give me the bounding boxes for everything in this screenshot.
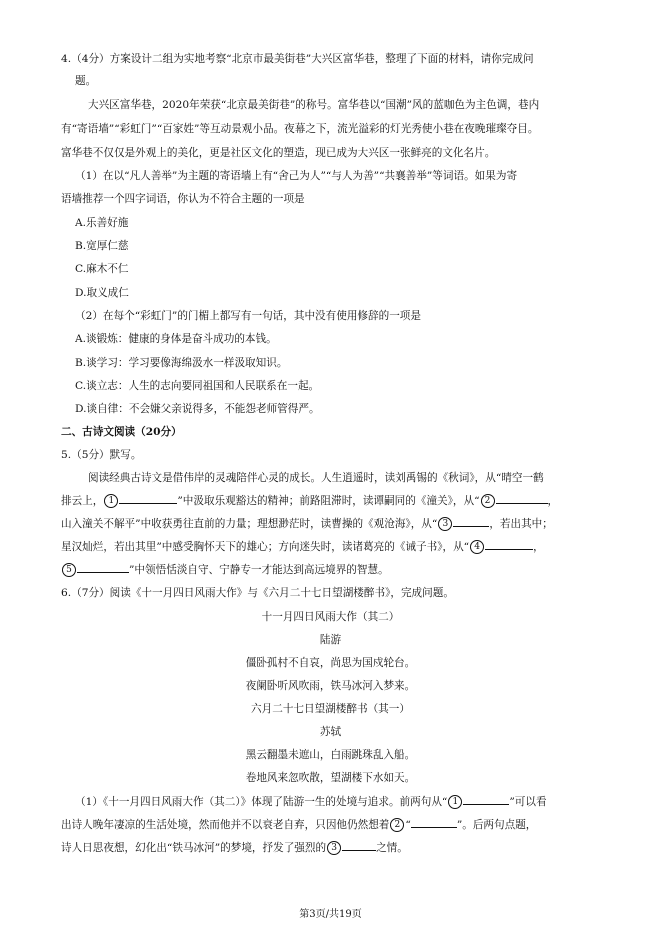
q5-line1: 阅读经典古诗文是借伟岸的灵魂陪伴心灵的成长。人生逍遥时，读刘禹锡的《秋词》，从“晴空一鹤 [88, 472, 544, 484]
q4-sub2-option-b: B.谈学习：学习要像海绵汲水一样汲取知识。 [75, 357, 288, 369]
q4-sub2-stem: （2）在每个“彩虹门”的门楣上都写有一句话，其中没有使用修辞的一项是 [75, 310, 421, 322]
q4-sub2-option-a: A.谈锻炼：健康的身体是奋斗成功的本钱。 [75, 333, 277, 345]
q6-sub1-line3-text-b: 之情。 [376, 842, 408, 854]
q5-line4 [61, 536, 609, 558]
q6-blank-number-1: 1 [448, 795, 462, 809]
q4-sub1-option-d: D.取义成仁 [75, 287, 129, 299]
answer-blank-1[interactable] [119, 490, 177, 504]
q6-sub1-line1-text-a: （1）《十一月四日风雨大作（其二）》体现了陆游一生的处境与追求。前两句从“ [75, 796, 448, 808]
blank-number-4: 4 [470, 540, 484, 554]
q5-line2 [61, 490, 609, 512]
q5-stem: 5.（5分）默写。 [61, 449, 142, 461]
poem2-line2: 卷地风来忽吹散，望湖楼下水如天。 [245, 772, 416, 784]
page-footer: 第3页/共19页 [299, 909, 362, 920]
q6-sub1-line1 [75, 791, 609, 813]
blank-number-1: 1 [104, 494, 118, 508]
q6-sub1-line2-text-b: “ [405, 819, 411, 831]
q5-line2-text-a: 排云上， [61, 495, 104, 507]
q4-sub2-option-c: C.谈立志：人生的志向要同祖国和人民联系在一起。 [75, 380, 320, 392]
q6-sub1-line3-text-a: 诗人日思夜想，幻化出“铁马冰河”的梦境，抒发了强烈的 [61, 842, 327, 854]
poem2-line1: 黑云翻墨未遮山，白雨跳珠乱入船。 [245, 749, 416, 761]
q4-sub1-line1: （1）在以“凡人善举”为主题的寄语墙上有“舍己为人”“与人为善”“共襄善举”等词语。如果为寄 [75, 170, 518, 182]
q4-sub1-line2: 语墙推荐一个四字词语，你认为不符合主题的一项是 [61, 193, 305, 205]
q5-line2-text-b: ”中汲取乐观豁达的精神；前路阻滞时，读谭嗣同的《潼关》，从“ [177, 495, 480, 507]
q6-stem: 6.（7分）阅读《十一月四日风雨大作》与《六月二十七日望湖楼醉书》，完成问题。 [61, 587, 454, 599]
q6-answer-blank-2[interactable] [411, 814, 457, 828]
q5-line4-text-b: ， [533, 541, 544, 553]
q4-material-line1: 大兴区富华巷，2020年荣获“北京最美街巷”的称号。富华巷以“国潮”风的蓝咖色为主色调，巷内 [88, 99, 540, 111]
q5-line3 [61, 513, 609, 535]
q6-answer-blank-1[interactable] [463, 791, 509, 805]
blank-number-5: 5 [62, 563, 76, 577]
poem1-title: 十一月四日风雨大作（其二） [261, 611, 400, 623]
blank-number-3: 3 [438, 517, 452, 531]
poem1-line1: 僵卧孤村不自哀，尚思为国戍轮台。 [245, 657, 416, 669]
q4-stem-line1: 4.（4分）方案设计二组为实地考察“北京市最美街巷”大兴区富华巷，整理了下面的材料，请你完成问 [61, 53, 534, 65]
q5-line5 [61, 559, 609, 581]
q5-line4-text-a: 星汉灿烂，若出其里”中感受胸怀天下的雄心；方向迷失时，读诸葛亮的《诫子书》，从“ [61, 541, 470, 553]
q5-line5-text: ”中领悟恬淡自守、宁静专一才能达到高远境界的智慧。 [129, 564, 389, 576]
q5-line2-text-c: ， [547, 495, 559, 507]
answer-blank-3[interactable] [453, 513, 489, 527]
answer-blank-4[interactable] [485, 536, 533, 550]
poem1-line2: 夜阑卧听风吹雨，铁马冰河入梦来。 [245, 680, 416, 692]
q6-sub1-line3 [61, 837, 609, 859]
blank-number-2: 2 [481, 494, 495, 508]
answer-blank-5[interactable] [77, 559, 129, 573]
answer-blank-2[interactable] [496, 490, 548, 504]
q5-line3-text-a: 山入潼关不解平”中收获勇往直前的力量；理想渺茫时，读曹操的《观沧海》，从“ [61, 518, 438, 530]
q6-blank-number-3: 3 [327, 841, 341, 855]
poem1-author: 陆游 [319, 634, 342, 646]
q4-material-line2: 有“寄语墙”“彩虹门”“百家姓”等互动景观小品。夜幕之下，流光溢彩的灯光秀使小巷在夜晚璀璨夺目。 [61, 123, 539, 135]
q4-sub1-option-a: A.乐善好施 [75, 217, 129, 229]
q6-answer-blank-3[interactable] [342, 837, 376, 851]
q4-sub1-option-b: B.宽厚仁慈 [75, 240, 129, 252]
q6-sub1-line2 [61, 814, 609, 836]
q5-line3-text-b: ，若出其中； [489, 518, 553, 530]
q6-sub1-line2-text-a: 出诗人晚年凄凉的生活处境，然而他并不以衰老自弃，只因他仍然想着 [61, 819, 390, 831]
q4-material-line3: 富华巷不仅仅是外观上的美化，更是社区文化的塑造，现已成为大兴区一张鲜亮的文化名片。 [61, 147, 496, 159]
q4-stem-line2: 题。 [75, 75, 97, 87]
q4-sub2-option-d: D.谈自律：不会嫌父亲说得多，不能怨老师管得严。 [75, 403, 320, 415]
q6-sub1-line2-text-c: ”。后两句点题， [456, 819, 537, 831]
poem2-author: 苏轼 [319, 726, 342, 738]
poem2-title: 六月二十七日望湖楼醉书（其一） [251, 703, 410, 715]
q4-sub1-option-c: C.麻木不仁 [75, 263, 129, 275]
q6-blank-number-2: 2 [390, 818, 404, 832]
q6-sub1-line1-text-b: ”可以看 [509, 796, 547, 808]
section-heading: 二、古诗文阅读（20分） [61, 426, 182, 438]
